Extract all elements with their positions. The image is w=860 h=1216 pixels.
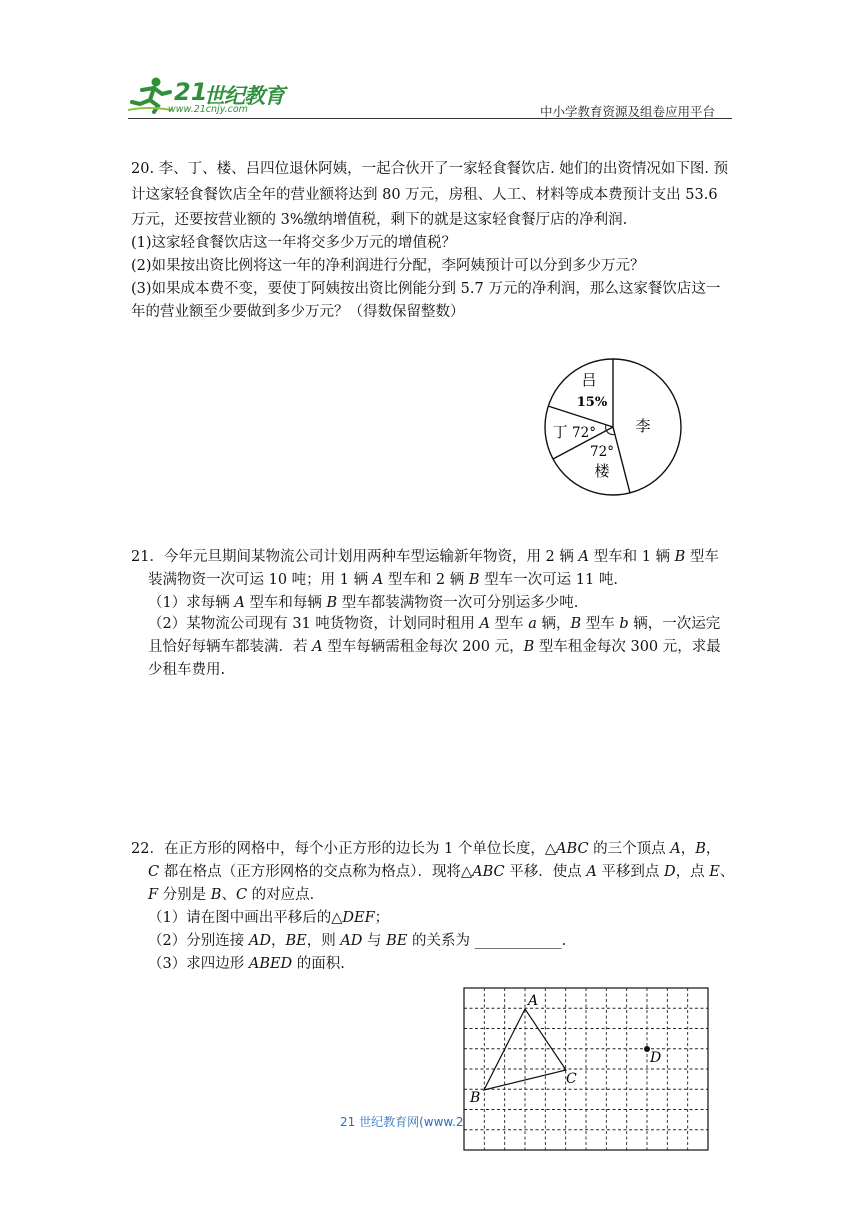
q21-line-4: （2）某物流公司现有 31 吨货物资，计划同时租用 A 型车 a 辆，B 型车 b 辆，一次运完 <box>148 616 721 632</box>
answer-blank[interactable]: ____________ <box>474 933 562 949</box>
label-c: C <box>566 1071 577 1087</box>
slice-label-ding: 丁 <box>552 423 568 441</box>
q22-line-5: （2）分别连接 AD，BE，则 AD 与 BE 的关系为 ____________. <box>148 933 567 949</box>
q21-line-1: 21．今年元旦期间某物流公司计划用两种车型运输新年物资，用 2 辆 A 型车和 1 辆 B 型车 <box>131 549 719 565</box>
q20-line-1: 20. 李、丁、楼、吕四位退休阿姨，一起合伙开了一家轻食餐饮店. 她们的出资情况如下图. 预 <box>131 161 729 177</box>
q20-line-6: (3)如果成本费不变，要使丁阿姨按出资比例能分到 5.7 万元的净利润，那么这家餐饮店这一 <box>131 281 721 297</box>
q20-line-5: (2)如果按出资比例将这一年的净利润进行分配，李阿姨预计可以分到多少万元？ <box>131 258 645 274</box>
q22-line-3: F 分别是 B、C 的对应点． <box>148 887 325 903</box>
slice-label-li: 李 <box>635 417 651 435</box>
pie-divider-bottom <box>613 427 630 493</box>
translation-grid-figure <box>460 984 712 1154</box>
q20-line-4: (1)这家轻食餐饮店这一年将交多少万元的增值税？ <box>131 235 457 251</box>
slice-label-lou: 楼 <box>594 462 610 480</box>
q20-line-2: 计这家轻食餐饮店全年的营业额将达到 80 万元，房租、人工、材料等成本费预计支出 53.6 <box>131 187 718 203</box>
q22-line-4: （1）请在图中画出平移后的△DEF； <box>148 910 390 926</box>
q22-line-2: C 都在格点（正方形网格的交点称为格点）．现将△ABC 平移．使点 A 平移到点 D，点 E、 <box>148 864 735 880</box>
q22-line-1: 22．在正方形的网格中，每个小正方形的边长为 1 个单位长度，△ABC 的三个顶点 A，B， <box>131 841 721 857</box>
q21-line-3: （1）求每辆 A 型车和每辆 B 型车都装满物资一次可分别运多少吨. <box>148 595 579 611</box>
logo-url: www.21cnjy.com <box>168 104 248 115</box>
q21-line-2: 装满物资一次可运 10 吨；用 1 辆 A 型车和 2 辆 B 型车一次可运 11 吨. <box>148 572 618 588</box>
footer-source: 21 世纪教育网(www.2 <box>340 1115 464 1129</box>
label-d: D <box>650 1050 662 1066</box>
q21-line-5: 且恰好每辆车都装满．若 A 型车每辆需租金每次 200 元，B 型车租金每次 300 元，求最 <box>148 639 721 655</box>
logo-number: 21 <box>174 78 208 106</box>
slice-percent-lv: 15% <box>576 395 608 410</box>
dashed-grid <box>464 988 708 1150</box>
logo-name: 世纪教育 <box>204 84 284 108</box>
q20-line-3: 万元，还要按营业额的 3%缴纳增值税，剩下的就是这家轻食餐厅店的净利润. <box>131 212 628 228</box>
angle-arc-lou <box>610 434 615 435</box>
logo <box>128 76 298 116</box>
investment-pie-chart <box>538 357 686 497</box>
header-divider <box>128 118 732 119</box>
slice-angle-ding: 72° <box>572 425 596 441</box>
q20-line-7: 年的营业额至少要做到多少万元？（得数保留整数） <box>131 304 465 320</box>
platform-name: 中小学教育资源及组卷应用平台 <box>540 104 716 119</box>
slice-label-lv: 吕 <box>581 371 597 389</box>
slice-angle-lou: 72° <box>590 444 614 460</box>
label-b: B <box>470 1090 481 1106</box>
q21-line-6: 少租车费用. <box>148 662 226 678</box>
label-a: A <box>528 993 539 1009</box>
q22-line-6: （3）求四边形 ABED 的面积. <box>148 956 345 972</box>
